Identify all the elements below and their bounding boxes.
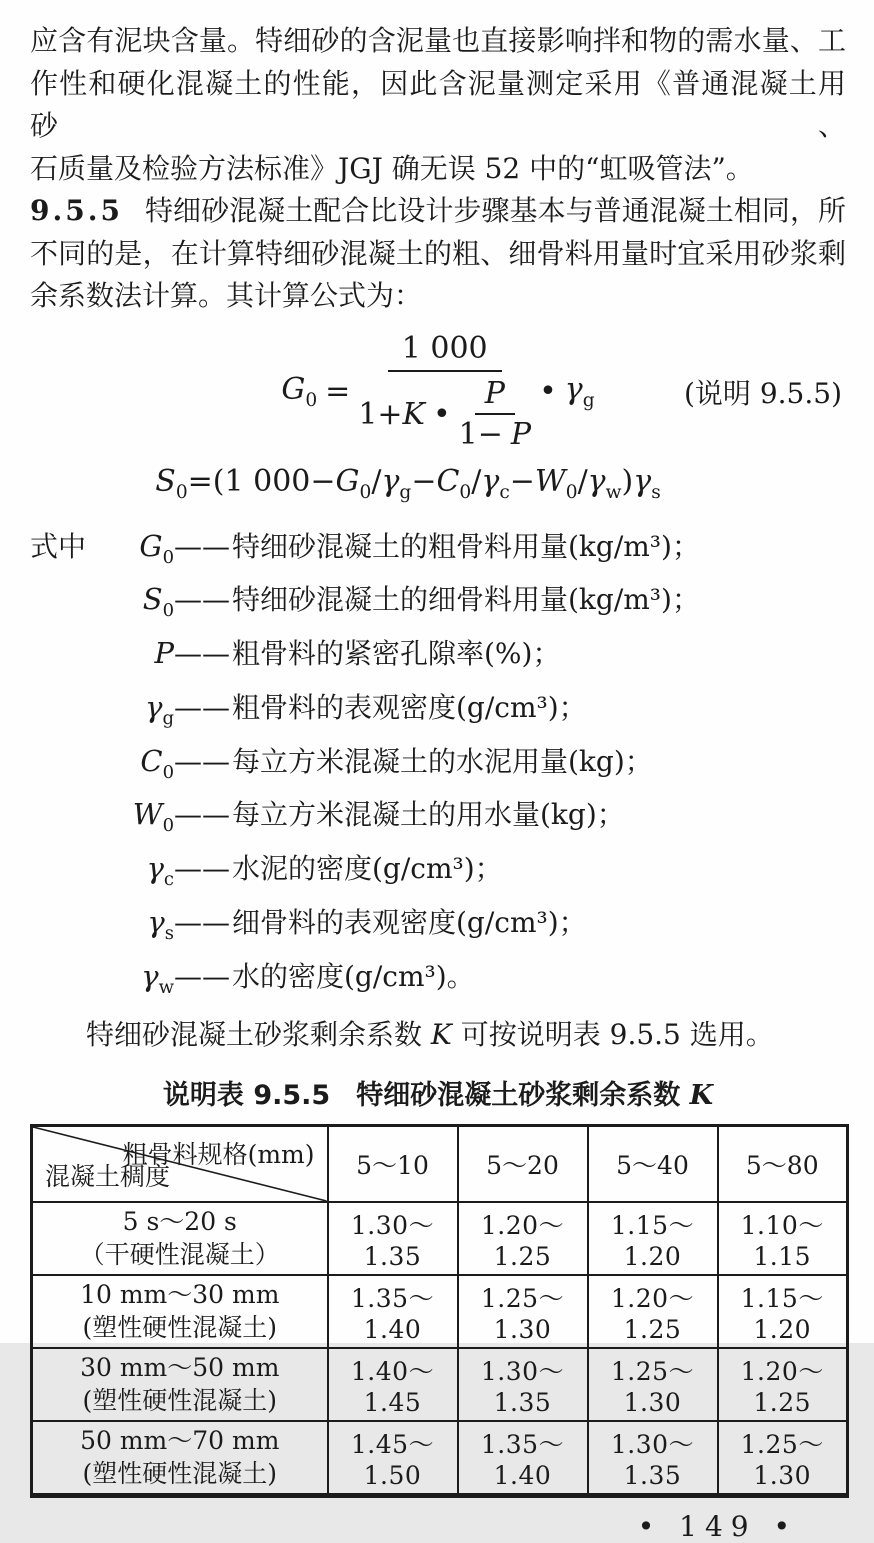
equals-sign: =: [325, 374, 351, 409]
formula-g0: [30, 328, 846, 456]
section-line: 余系数法计算。其计算公式为：: [30, 279, 423, 312]
table-title: [30, 1073, 846, 1112]
table-header-row: [32, 1125, 848, 1202]
section-text: 特细砂混凝土配合比设计步骤基本与普通混凝土相同，所: [144, 194, 846, 227]
section-number: 9.5.5: [30, 194, 123, 227]
definition-row: [30, 847, 846, 901]
dash: ——: [174, 852, 230, 886]
k-value: 1.25～1.30: [588, 1348, 718, 1421]
definition-row: [30, 632, 846, 686]
k-value: 1.30～1.35: [328, 1202, 458, 1275]
section-9-5-5: [30, 190, 846, 318]
table-title-label: 说明表 9.5.5: [162, 1079, 331, 1111]
definition-text: 粗骨料的紧密孔隙率(%)；: [232, 637, 561, 671]
definition-row: [30, 955, 846, 1009]
section-first-line: [30, 190, 846, 233]
multiply-dot: •: [432, 396, 451, 432]
dash: ——: [174, 798, 230, 832]
table-title-text: 特细砂混凝土砂浆剩余系数: [356, 1079, 690, 1111]
fraction-numerator: 1 000: [388, 331, 502, 372]
page-number: • 149 •: [637, 1509, 798, 1543]
dash: ——: [174, 529, 230, 563]
formula-s0: $S_0=(1$ $000-G_0/\gamma_g-C_0/\gamma_c-W_0/\gamma_w)\gamma_s$: [155, 463, 661, 503]
diagonal-header-cell: [32, 1125, 328, 1202]
dash: ——: [174, 744, 230, 778]
symbol: P: [154, 636, 174, 671]
k-value: 1.25～1.30: [718, 1421, 848, 1496]
k-value: 1.20～1.25: [718, 1348, 848, 1421]
definition-row: [30, 686, 846, 740]
k-value: 1.45～1.50: [328, 1421, 458, 1496]
definition-text: 特细砂混凝土的细骨料用量(kg/m³)；: [232, 583, 700, 617]
row-label: 50 mm～70 mm (塑性硬性混凝土): [32, 1421, 328, 1496]
k-value: 1.15～1.20: [718, 1275, 848, 1348]
k-value: 1.40～1.45: [328, 1348, 458, 1421]
gamma-g: $\gamma_g$: [564, 372, 595, 411]
where-label: 式中: [30, 529, 87, 563]
table-row: [32, 1202, 848, 1275]
k-value: 1.25～1.30: [458, 1275, 588, 1348]
column-header: 5～40: [588, 1125, 718, 1202]
definition-row: [30, 740, 846, 794]
multiply-dot: •: [539, 374, 557, 409]
header-coarse-aggregate: 粗骨料规格(mm): [122, 1139, 315, 1169]
k-value: 1.15～1.20: [588, 1202, 718, 1275]
dash: ——: [174, 959, 230, 993]
formula-lhs: $G_0$: [281, 372, 318, 411]
definition-text: 水泥的密度(g/cm³)；: [232, 852, 503, 886]
definition-text: 特细砂混凝土的粗骨料用量(kg/m³)；: [232, 529, 700, 563]
main-fraction: [358, 331, 531, 452]
definition-text: 每立方米混凝土的水泥用量(kg)；: [232, 744, 653, 778]
dash: ——: [174, 906, 230, 940]
k-value: 1.30～1.35: [458, 1348, 588, 1421]
table-reference-note: 特细砂混凝土砂浆剩余系数 K 可按说明表 9.5.5 选用。: [86, 1017, 774, 1051]
inner-denominator: 1− P: [458, 417, 532, 452]
definition-row: [30, 525, 846, 579]
paragraph-clay-content: [30, 20, 846, 190]
definition-text: 细骨料的表观密度(g/cm³)；: [232, 906, 587, 940]
symbol-definitions: [30, 525, 846, 1009]
k-coefficient-table: [30, 1124, 849, 1498]
column-header: 5～10: [328, 1125, 458, 1202]
table-row: [32, 1275, 848, 1348]
table-row: [32, 1421, 848, 1496]
section-line: 不同的是，在计算特细砂混凝土的粗、细骨料用量时宜采用砂浆剩: [30, 236, 846, 270]
symbol: $G_0$: [139, 528, 174, 568]
inner-fraction: [459, 376, 531, 452]
inner-numerator: P: [475, 376, 515, 415]
symbol: $\gamma_s$: [147, 905, 174, 944]
symbol: $W_0$: [132, 797, 174, 837]
formula-g0-expression: [281, 331, 594, 452]
k-value: 1.10～1.15: [718, 1202, 848, 1275]
definition-text: 每立方米混凝土的用水量(kg)；: [232, 798, 625, 832]
column-header: 5～20: [458, 1125, 588, 1202]
row-label: 10 mm～30 mm (塑性硬性混凝土): [32, 1275, 328, 1348]
table-row: [32, 1348, 848, 1421]
column-header: 5～80: [718, 1125, 848, 1202]
paragraph-line: 应含有泥块含量。特细砂的含泥量也直接影响拌和物的需水量、工: [30, 24, 846, 57]
k-value: 1.35～1.40: [458, 1421, 588, 1496]
fraction-denominator: [358, 372, 531, 452]
den-prefix: 1+K: [358, 396, 425, 432]
k-value: 1.30～1.35: [588, 1421, 718, 1496]
definition-row: [30, 901, 846, 955]
k-value: 1.20～1.25: [458, 1202, 588, 1275]
dash: ——: [174, 583, 230, 617]
k-value: 1.35～1.40: [328, 1275, 458, 1348]
symbol: $\gamma_w$: [141, 958, 174, 998]
dash: ——: [174, 690, 230, 724]
definition-row: [30, 793, 846, 847]
row-label: 30 mm～50 mm (塑性硬性混凝土): [32, 1348, 328, 1421]
formula-tag: (说明 9.5.5): [684, 376, 842, 410]
definition-row: [30, 578, 846, 632]
definition-text: 粗骨料的表观密度(g/cm³)；: [232, 690, 587, 724]
k-value: 1.20～1.25: [588, 1275, 718, 1348]
symbol: $C_0$: [140, 743, 174, 783]
paragraph-line: 石质量及检验方法标准》JGJ 确无误 52 中的“虹吸管法”。: [30, 151, 754, 185]
paragraph-line: 作性和硬化混凝土的性能，因此含泥量测定采用《普通混凝土用砂、: [30, 66, 846, 142]
row-label: 5 s～20 s （干硬性混凝土）: [32, 1202, 328, 1275]
symbol: $\gamma_c$: [146, 851, 174, 891]
symbol: $S_0$: [142, 582, 174, 622]
dash: ——: [174, 637, 230, 671]
symbol: $\gamma_g$: [145, 689, 174, 729]
header-consistency: 混凝土稠度: [45, 1161, 171, 1191]
table-title-k: K: [689, 1079, 714, 1111]
definition-text: 水的密度(g/cm³)。: [232, 959, 475, 993]
